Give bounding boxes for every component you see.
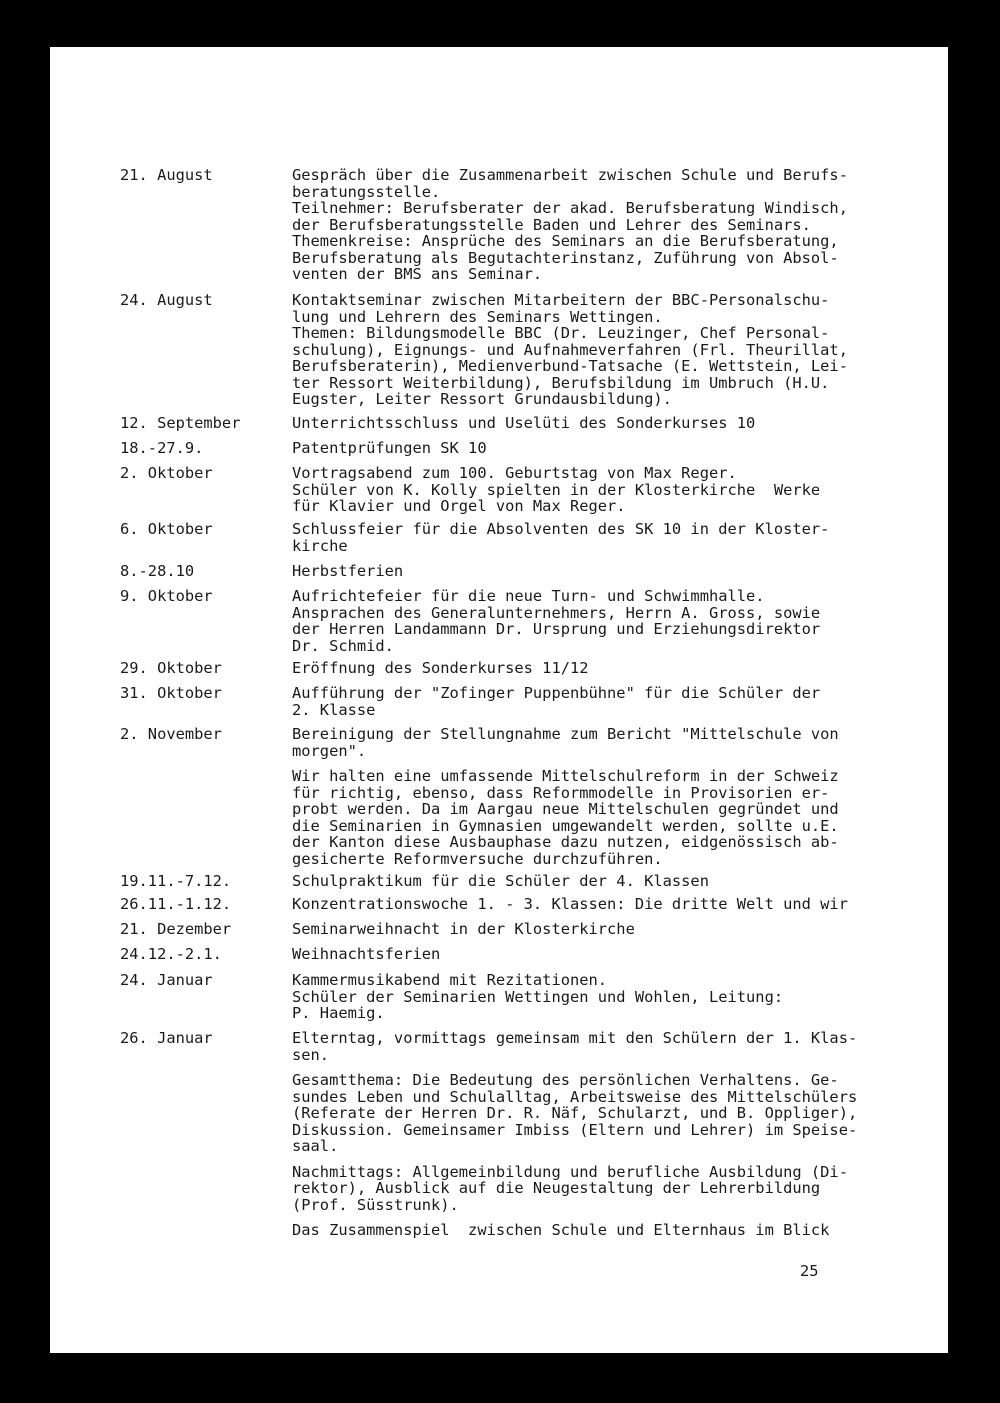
entry-paragraph bbox=[292, 1072, 912, 1155]
text-line: beratungsstelle. bbox=[292, 182, 441, 201]
entry-paragraph bbox=[292, 521, 912, 554]
entry-text bbox=[292, 292, 912, 408]
entry-text bbox=[292, 588, 912, 654]
entry-date: 6. Oktober bbox=[120, 520, 213, 538]
text-line: Aufführung der "Zofinger Puppenbühne" für die Schüler der bbox=[292, 684, 821, 702]
text-line: Schulpraktikum für die Schüler der 4. Klassen bbox=[292, 872, 709, 890]
text-line: Elterntag, vormittags gemeinsam mit den Schülern der 1. Klas- bbox=[292, 1029, 858, 1047]
entry-paragraph bbox=[292, 563, 912, 580]
text-line: Schlussfeier für die Absolventen des SK 10 in der Kloster- bbox=[292, 520, 830, 538]
text-line: 2. Klasse bbox=[292, 700, 376, 719]
entry-date: 2. November bbox=[120, 725, 222, 743]
entry-text bbox=[292, 946, 912, 963]
text-line: Konzentrationswoche 1. - 3. Klassen: Die dritte Welt und wir bbox=[292, 895, 848, 913]
text-line: venten der BMS ans Seminar. bbox=[292, 265, 543, 283]
entry-date: 2. Oktober bbox=[120, 464, 213, 482]
text-line: Vortragsabend zum 100. Geburtstag von Max Reger. bbox=[292, 464, 737, 482]
text-line: Schüler der Seminarien Wettingen und Wohlen, Leitung: bbox=[292, 987, 784, 1006]
entry-paragraph bbox=[292, 415, 912, 432]
text-line: der Herren Landammann Dr. Ursprung und Erziehungsdirektor bbox=[292, 620, 821, 638]
entry-text bbox=[292, 563, 912, 580]
text-line: Ansprachen des Generalunternehmers, Herrn A. Gross, sowie bbox=[292, 603, 821, 622]
entry-text bbox=[292, 167, 912, 283]
entry-paragraph bbox=[292, 685, 912, 718]
entry-text bbox=[292, 1030, 912, 1239]
entry-date: 19.11.-7.12. bbox=[120, 872, 232, 890]
entry-date: 21. August bbox=[120, 166, 213, 184]
entry-text bbox=[292, 896, 912, 913]
entry-date: 24. Januar bbox=[120, 971, 213, 989]
text-line: Wir halten eine umfassende Mittelschulreform in der Schweiz bbox=[292, 767, 839, 785]
text-line: sundes Leben und Schulalltag, Arbeitsweise des Mittelschülers bbox=[292, 1087, 858, 1106]
text-line: die Seminarien in Gymnasien umgewandelt werden, sollte u.E. bbox=[292, 816, 839, 835]
entry-paragraph bbox=[292, 440, 912, 457]
text-line: (Referate der Herren Dr. R. Näf, Schularzt, und B. Oppliger), bbox=[292, 1104, 858, 1122]
entry-text bbox=[292, 685, 912, 718]
entry-text bbox=[292, 921, 912, 938]
entry-paragraph bbox=[292, 1222, 912, 1239]
entry-paragraph bbox=[292, 465, 912, 515]
entry-date: 29. Oktober bbox=[120, 659, 222, 677]
text-line: Gespräch über die Zusammenarbeit zwischen Schule und Berufs- bbox=[292, 166, 848, 184]
text-line: morgen". bbox=[292, 741, 367, 760]
entry-paragraph bbox=[292, 588, 912, 654]
entry-paragraph bbox=[292, 946, 912, 963]
text-line: probt werden. Da im Aargau neue Mittelschulen gegründet und bbox=[292, 800, 839, 818]
entry-text bbox=[292, 415, 912, 432]
entry-date: 21. Dezember bbox=[120, 920, 232, 938]
text-line: Kontaktseminar zwischen Mitarbeitern der BBC-Personalschu- bbox=[292, 291, 830, 309]
text-line: Nachmittags: Allgemeinbildung und berufliche Ausbildung (Di- bbox=[292, 1162, 848, 1181]
entry-paragraph bbox=[292, 972, 912, 1022]
text-line: Das Zusammenspiel zwischen Schule und Elternhaus im Blick bbox=[292, 1221, 830, 1239]
document-page bbox=[50, 47, 948, 1353]
text-line: für Klavier und Orgel von Max Reger. bbox=[292, 497, 626, 515]
text-line: Schüler von K. Kolly spielten in der Klosterkirche Werke bbox=[292, 480, 821, 499]
text-line: Seminarweihnacht in der Klosterkirche bbox=[292, 920, 635, 938]
entry-text bbox=[292, 726, 912, 867]
entry-date: 24. August bbox=[120, 291, 213, 309]
text-line: Herbstferien bbox=[292, 562, 404, 580]
text-line: Themen: Bildungsmodelle BBC (Dr. Leuzinger, Chef Personal- bbox=[292, 324, 830, 342]
entry-date: 26.11.-1.12. bbox=[120, 895, 232, 913]
entry-text bbox=[292, 873, 912, 890]
entry-paragraph bbox=[292, 167, 912, 283]
text-line: der Kanton diese Ausbauphase dazu nutzen, eidgenössisch ab- bbox=[292, 833, 839, 851]
text-line: Themenkreise: Ansprüche des Seminars an die Berufsberatung, bbox=[292, 232, 839, 250]
entry-date: 12. September bbox=[120, 414, 241, 432]
text-line: kirche bbox=[292, 536, 348, 555]
text-line: der Berufsberatungsstelle Baden und Lehrer des Seminars. bbox=[292, 215, 811, 234]
text-line: Aufrichtefeier für die neue Turn- und Schwimmhalle. bbox=[292, 587, 765, 605]
text-line: Unterrichtsschluss und Uselüti des Sonderkurses 10 bbox=[292, 414, 756, 432]
entry-paragraph bbox=[292, 660, 912, 677]
text-line: Berufsberaterin), Medienverbund-Tatsache (E. Wettstein, Lei- bbox=[292, 357, 848, 375]
text-line: Eugster, Leiter Ressort Grundausbildung). bbox=[292, 390, 672, 408]
entry-date: 26. Januar bbox=[120, 1029, 213, 1047]
entry-paragraph bbox=[292, 292, 912, 408]
entry-paragraph bbox=[292, 873, 912, 890]
text-line: Dr. Schmid. bbox=[292, 636, 394, 655]
entry-text bbox=[292, 465, 912, 515]
entry-date: 8.-28.10 bbox=[120, 562, 195, 580]
text-line: Gesamtthema: Die Bedeutung des persönlichen Verhaltens. Ge- bbox=[292, 1071, 839, 1089]
text-line: lung und Lehrern des Seminars Wettingen. bbox=[292, 307, 663, 326]
text-line: Weihnachtsferien bbox=[292, 945, 441, 963]
entry-text bbox=[292, 660, 912, 677]
entry-text bbox=[292, 972, 912, 1022]
entry-paragraph bbox=[292, 896, 912, 913]
entry-date: 9. Oktober bbox=[120, 587, 213, 605]
text-line: sen. bbox=[292, 1045, 330, 1064]
text-line: Berufsberatung als Begutachterinstanz, Zuführung von Absol- bbox=[292, 248, 839, 267]
text-line: gesicherte Reformversuche durchzuführen. bbox=[292, 849, 663, 868]
text-line: (Prof. Süsstrunk). bbox=[292, 1195, 459, 1214]
entry-text bbox=[292, 440, 912, 457]
entry-paragraph bbox=[292, 921, 912, 938]
text-line: für richtig, ebenso, dass Reformmodelle in Provisorien er- bbox=[292, 783, 830, 802]
text-line: P. Haemig. bbox=[292, 1004, 385, 1022]
text-line: ter Ressort Weiterbildung), Berufsbildung im Umbruch (H.U. bbox=[292, 373, 830, 392]
text-line: saal. bbox=[292, 1137, 339, 1155]
entry-paragraph bbox=[292, 768, 912, 867]
page-number: 25 bbox=[800, 1262, 819, 1280]
text-line: Bereinigung der Stellungnahme zum Bericht "Mittelschule von bbox=[292, 725, 839, 743]
text-line: Teilnehmer: Berufsberater der akad. Berufsberatung Windisch, bbox=[292, 199, 848, 217]
entry-paragraph bbox=[292, 726, 912, 759]
entry-text bbox=[292, 521, 912, 554]
text-line: Patentprüfungen SK 10 bbox=[292, 439, 487, 457]
entry-date: 31. Oktober bbox=[120, 684, 222, 702]
entry-date: 24.12.-2.1. bbox=[120, 945, 222, 963]
text-line: Kammermusikabend mit Rezitationen. bbox=[292, 971, 608, 989]
entry-paragraph bbox=[292, 1164, 912, 1214]
entry-date: 18.-27.9. bbox=[120, 439, 204, 457]
text-line: schulung), Eignungs- und Aufnahmeverfahren (Frl. Theurillat, bbox=[292, 340, 848, 359]
entry-paragraph bbox=[292, 1030, 912, 1063]
text-line: rektor), Ausblick auf die Neugestaltung der Lehrerbildung bbox=[292, 1179, 821, 1197]
text-line: Diskussion. Gemeinsamer Imbiss (Eltern und Lehrer) im Speise- bbox=[292, 1120, 858, 1139]
text-line: Eröffnung des Sonderkurses 11/12 bbox=[292, 659, 589, 677]
